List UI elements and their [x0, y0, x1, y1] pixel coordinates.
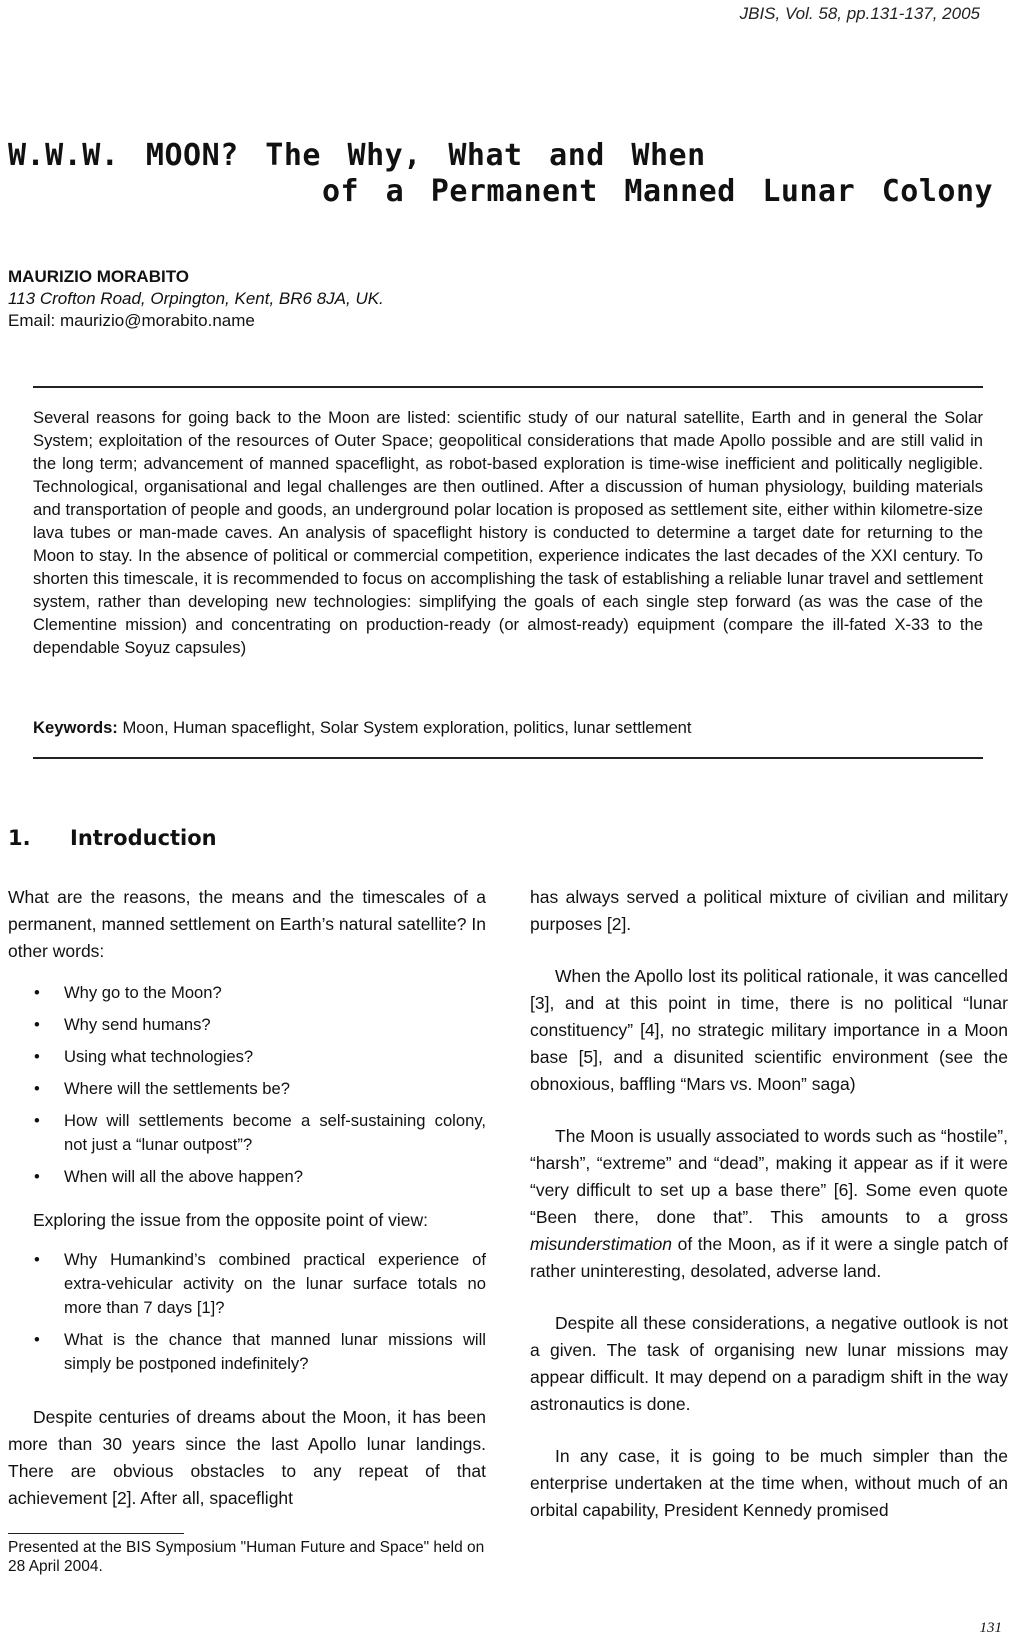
list-item: • What is the chance that manned lunar missions will simply be postponed indefinitely?	[34, 1330, 486, 1373]
paragraph: Despite all these considerations, a negative outlook is not a given. The task of organising new lunar missions may appear difficult. It may depend on a paradigm shift in the way astronautics is done.	[530, 1313, 1008, 1414]
abstract: Several reasons for going back to the Moon are listed: scientific study of our natural satellite, Earth and in general the Solar System; exploitation of the resources of Outer Space; geopolitical considerations that made Apollo possible and are still valid in the long term; advancement of manned spaceflight, as robot-based exploration is time-wise inefficient and politically negligible. Technological, organisational and legal challenges are then outlined. After a discussion of human physiology, building materials and transportation of people and goods, an underground polar location is proposed as settlement site, either within kilometre-size lava tubes or man-made caves. An analysis of spaceflight history is conducted to determine a target date for returning to the Moon to stay. In the absence of political or commercial competition, experience indicates the last decades of the XXI century. To shorten this timescale, it is recommended to focus on accomplishing the task of establishing a reliable lunar travel and settlement system, rather than developing new technologies: simplifying the goals of each single step forward (as was the case of the Clementine mission) and concentrating on production-ready (or almost-ready) equipment (compare the ill-fated X-33 to the dependable Soyuz capsules)	[33, 408, 983, 657]
abstract-top-rule	[33, 386, 983, 388]
paragraph: The Moon is usually associated to words such as “hostile”, “harsh”, “extreme” and “dead”, making it appear as if it were “very difficult to set up a base there” [6]. Some even quote “Been there, done that”. This amounts to a gross misunderstimation of the Moon, as if it were a single patch of rather uninteresting, desolated, adverse land.	[530, 1126, 1008, 1281]
despite-paragraph: Despite centuries of dreams about the Moon, it has been more than 30 years since the last Apollo lunar landings. There are obvious obstacles to any repeat of that achievement [2]. After all, spaceflight	[8, 1407, 486, 1508]
list-item: • How will settlements become a self-sustaining colony, not just a “lunar outpost”?	[34, 1111, 486, 1154]
bullet-icon: •	[34, 1079, 40, 1098]
section-title: Introduction	[70, 826, 217, 850]
paragraph: has always served a political mixture of civilian and military purposes [2].	[530, 887, 1008, 934]
bullet-icon: •	[34, 983, 40, 1002]
page-number: 131	[979, 1620, 1002, 1636]
author-block	[8, 266, 384, 332]
bullet-icon: •	[34, 1047, 40, 1066]
journal-reference: JBIS, Vol. 58, pp.131-137, 2005	[739, 4, 980, 23]
title-line-1: W.W.W. MOON? The Why, What and When	[8, 138, 706, 173]
bullet-icon: •	[34, 1250, 40, 1269]
left-column	[8, 884, 486, 1537]
author-address: 113 Crofton Road, Orpington, Kent, BR6 8JA, UK.	[8, 289, 384, 308]
footnote-rule	[8, 1533, 184, 1534]
question-list	[8, 981, 486, 1189]
footnote: Presented at the BIS Symposium "Human Future and Space" held on 28 April 2004.	[8, 1539, 485, 1575]
bullet-icon: •	[34, 1111, 40, 1130]
emphasis: misunderstimation	[530, 1234, 672, 1254]
list-item: • Why send humans?	[8, 1013, 486, 1037]
bullet-icon: •	[34, 1015, 40, 1034]
author-name: MAURIZIO MORABITO	[8, 267, 190, 286]
list-item: • Where will the settlements be?	[8, 1077, 486, 1101]
section-heading	[8, 826, 217, 850]
list-item: • Why Humankind’s combined practical experience of extra-vehicular activity on the lunar surface totals no more than 7 days [1]?	[34, 1250, 486, 1317]
paragraph: In any case, it is going to be much simpler than the enterprise undertaken at the time when, without much of an orbital capability, President Kennedy promised	[530, 1446, 1008, 1520]
paper-title	[8, 138, 1008, 210]
opposite-lead: Exploring the issue from the opposite point of view:	[33, 1210, 428, 1230]
abstract-bottom-rule	[33, 757, 983, 759]
intro-paragraph: What are the reasons, the means and the timescales of a permanent, manned settlement on Earth’s natural satellite? In other words:	[8, 887, 486, 961]
list-item: • When will all the above happen?	[8, 1165, 486, 1189]
title-line-2: of a Permanent Manned Lunar Colony	[322, 174, 994, 209]
opposite-question-list	[8, 1248, 486, 1376]
keywords-text: Moon, Human spaceflight, Solar System exploration, politics, lunar settlement	[117, 718, 692, 737]
list-item: • Using what technologies?	[8, 1045, 486, 1069]
list-item: • Why go to the Moon?	[8, 981, 486, 1005]
right-column	[530, 884, 1008, 1549]
section-number: 1.	[8, 826, 31, 850]
keywords-label: Keywords:	[33, 718, 118, 737]
bullet-icon: •	[34, 1167, 40, 1186]
paragraph: When the Apollo lost its political rationale, it was cancelled [3], and at this point in time, there is no political “lunar constituency” [4], no strategic military importance in a Moon base [5], and a disunited scientific environment (see the obnoxious, baffling “Mars vs. Moon” saga)	[530, 966, 1008, 1094]
bullet-icon: •	[34, 1330, 40, 1349]
keywords	[33, 718, 983, 738]
author-email: Email: maurizio@morabito.name	[8, 311, 255, 330]
